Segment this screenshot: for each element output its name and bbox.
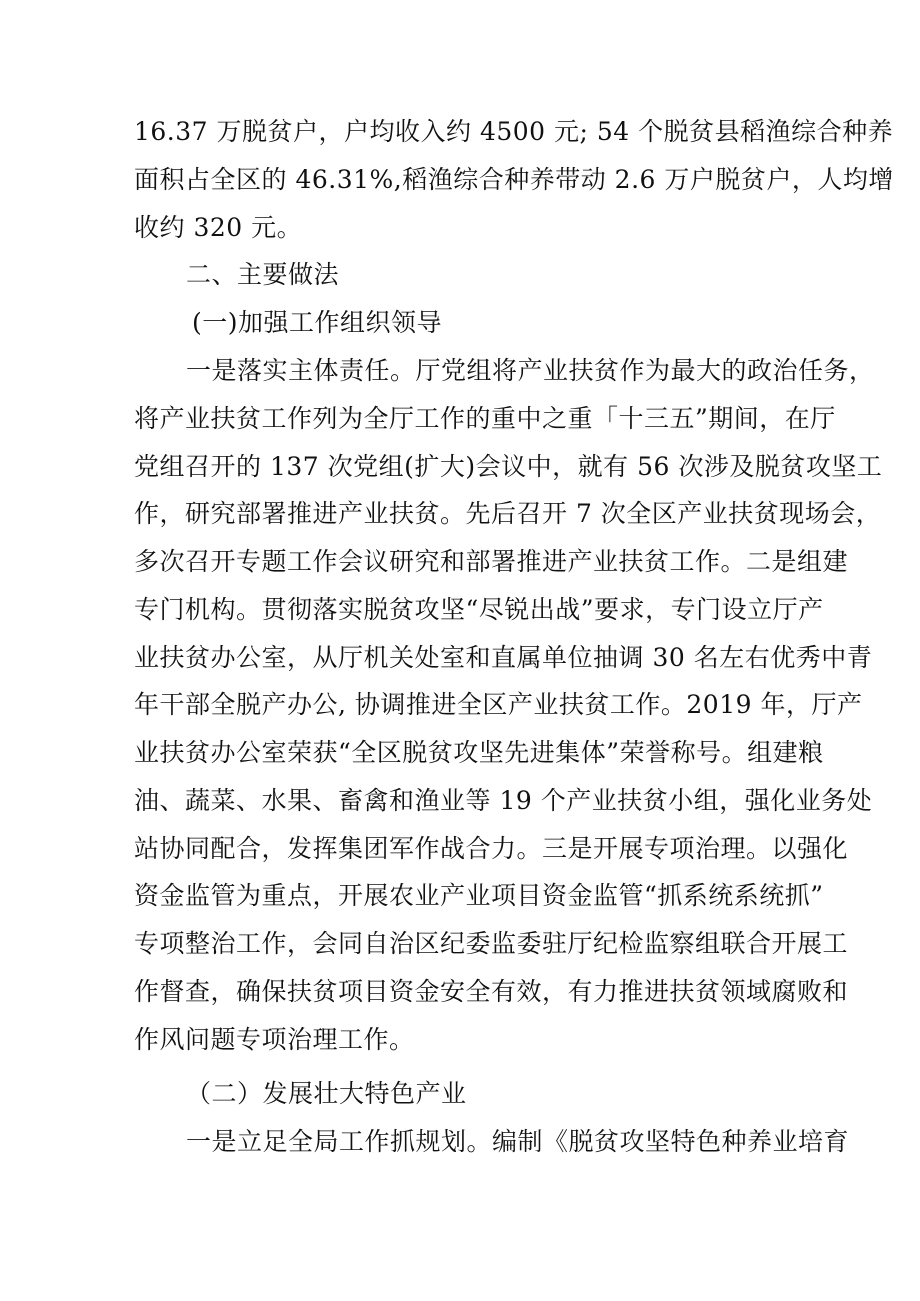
- text-line: 作风问题专项治理工作。: [134, 1025, 415, 1054]
- text-line: 年干部全脱产办公, 协调推进全区产业扶贫工作。2019 年，厅产: [134, 690, 863, 719]
- text-line: 专项整治工作，会同自治区纪委监委驻厅纪检监察组联合开展工: [134, 929, 849, 958]
- text-line: 16.37 万脱贫户，户均收入约 4500 元; 54 个脱贫县稻渔综合种养: [134, 117, 894, 146]
- text-line: 油、蔬菜、水果、畜禽和渔业等 19 个产业扶贫小组，强化业务处: [134, 786, 873, 815]
- text-line: 一是落实主体责任。厅党组将产业扶贫作为最大的政治任务，: [186, 356, 875, 385]
- section-heading: 二、主要做法: [186, 260, 340, 289]
- text-line: 专门机构。贯彻落实脱贫攻坚“尽锐出战”要求，专门设立厅产: [134, 595, 824, 624]
- text-line: 资金监管为重点，开展农业产业项目资金监管“抓系统系统抓”: [134, 881, 824, 910]
- subsection-heading: (一)加强工作组织领导: [192, 308, 443, 337]
- text-line: 党组召开的 137 次党组(扩大)会议中，就有 56 次涉及脱贫攻坚工: [134, 452, 883, 481]
- text-line: 作，研究部署推进产业扶贫。先后召开 7 次全区产业扶贫现场会，: [134, 499, 882, 528]
- text-line: 收约 320 元。: [134, 213, 303, 242]
- text-line: 业扶贫办公室，从厅机关处室和直属单位抽调 30 名左右优秀中青: [134, 643, 873, 672]
- text-line: 一是立足全局工作抓规划。编制《脱贫攻坚特色种养业培育: [186, 1127, 850, 1156]
- text-line: 将产业扶贫工作列为全厅工作的重中之重「十三五”期间，在厅: [134, 404, 836, 433]
- subsection-heading: （二）发展壮大特色产业: [186, 1079, 467, 1108]
- text-line: 面积占全区的 46.31%,稻渔综合种养带动 2.6 万户脱贫户，人均增: [134, 165, 894, 194]
- text-line: 多次召开专题工作会议研究和部署推进产业扶贫工作。二是组建: [134, 547, 849, 576]
- text-line: 业扶贫办公室荣获“全区脱贫攻坚先进集体”荣誉称号。组建粮: [134, 738, 824, 767]
- text-line: 站协同配合，发挥集团军作战合力。三是开展专项治理。以强化: [134, 834, 849, 863]
- text-line: 作督查，确保扶贫项目资金安全有效，有力推进扶贫领域腐败和: [134, 977, 849, 1006]
